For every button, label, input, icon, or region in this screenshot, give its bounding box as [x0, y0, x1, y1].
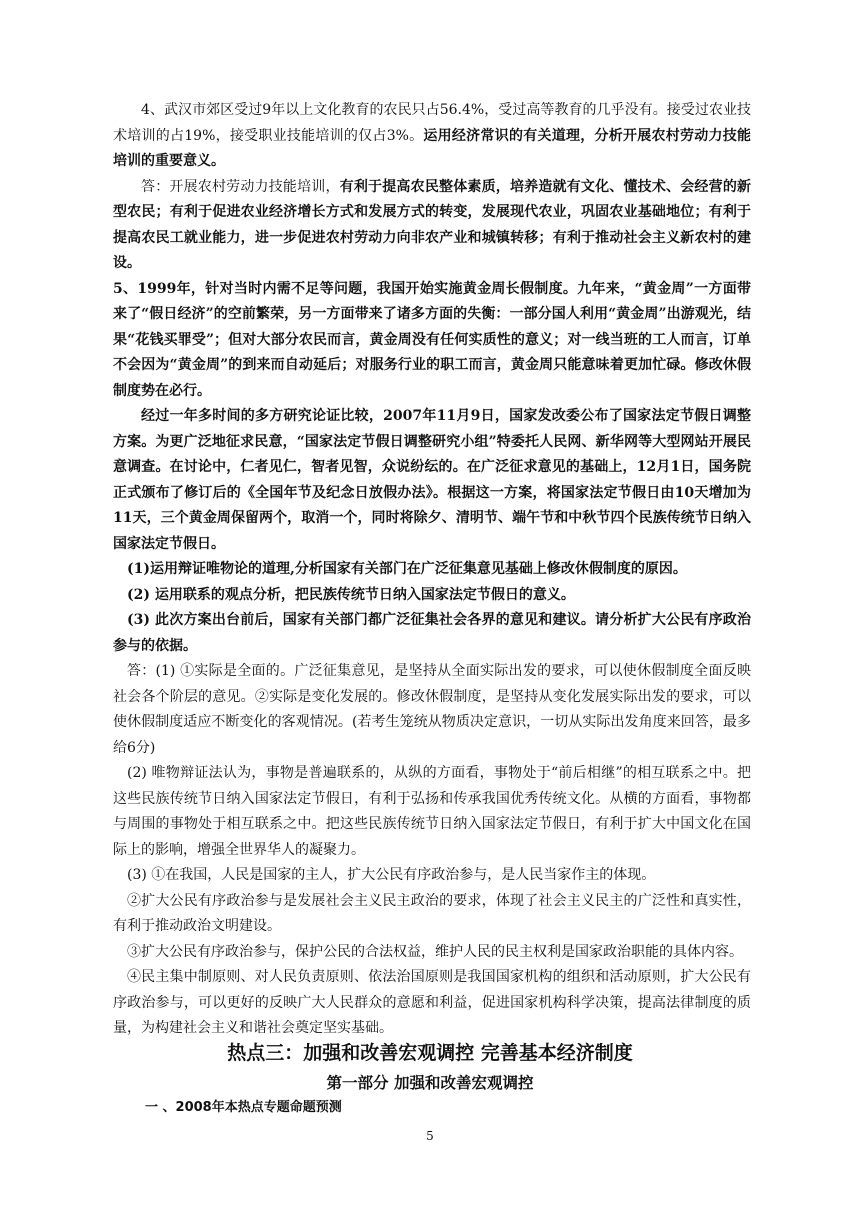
q4-answer-point3: 有利于提高农民工就业能力，进一步促进农村劳动力向非农产业和城镇转移； — [113, 204, 752, 246]
section-title: 一 、2008年本热点专题命题预测 — [145, 1100, 342, 1115]
part-title: 第一部分 加强和改善宏观调控 — [326, 1073, 534, 1092]
page-number: 5 — [426, 1129, 434, 1143]
q4-intro: 4、武汉市郊区受过9年以上文化教育的农民只占56.4%，受过高等教育的几乎没有。接受过农业技术培训的占19%，接受职业技能培训的仅占3%。 — [113, 102, 751, 144]
q4-answer-point2: 有利于促进农业经济增长方式和发展方式的转变，发展现代农业，巩固农业基础地位； — [169, 204, 709, 220]
q5-material-1: 5、1999年，针对当时内需不足等问题，我国开始实施黄金周长假制度。九年来，“黄金周”一方面带来了“假日经济”的空前繁荣，另一方面带来了诸多方面的失衡：一部分国人利用“黄金周”出游观光，结果“花钱买罪受”；但对大部分农民而言，黄金周没有任何实质性的意义；对一线当班的工人而言，订单不会因为“黄金周”的到来而自动延后；对服务行业的职工而言，黄金周只能意味着更加忙碌。修改休假制度势在必行。 — [113, 280, 751, 399]
q4-question — [113, 98, 751, 175]
q5-answer-3-2: ②扩大公民有序政治参与是发展社会主义民主政治的要求，体现了社会主义民主的广泛性和真实性，有利于推动政治文明建设。 — [113, 892, 751, 934]
hotspot-title: 热点三：加强和改善宏观调控 完善基本经济制度 — [227, 1042, 633, 1064]
q4-answer — [113, 175, 751, 277]
body-text — [113, 98, 751, 1042]
q5-answer-3-1: (3) ①在我国，人民是国家的主人，扩大公民有序政治参与，是人民当家作主的体现。 — [127, 867, 656, 883]
q5-answer-3-3: ③扩大公民有序政治参与，保护公民的合法权益，维护人民的民主权利是国家政治职能的具体内容。 — [127, 943, 743, 960]
q5-subquestion-3: (3) 此次方案出台前后，国家有关部门都广泛征集社会各界的意见和建议。请分析扩大公民有序政治参与的依据。 — [113, 612, 751, 654]
q4-task: 运用经济常识的有关道理，分析开展农村劳动力技能培训的重要意义。 — [113, 127, 752, 169]
q5-answer-3-4: ④民主集中制原则、对人民负责原则、依法治国原则是我国国家机构的组织和活动原则，扩大公民有序政治参与，可以更好的反映广大人民群众的意愿和利益，促进国家机构科学决策，提高法律制度的质量，为构建社会主义和谐社会奠定坚实基础。 — [113, 969, 751, 1036]
q4-answer-point1: 有利于提高农民整体素质，培养造就有文化、懂技术、会经营的新型农民； — [113, 178, 752, 220]
q4-answer-lead: 答：开展农村劳动力技能培训， — [141, 178, 340, 195]
q5-subquestion-2: (2) 运用联系的观点分析，把民族传统节日纳入国家法定节假日的意义。 — [127, 586, 575, 603]
q5-material-2: 经过一年多时间的多方研究论证比较，2007年11月9日，国家发改委公布了国家法定节假日调整方案。为更广泛地征求民意，“国家法定节假日调整研究小组”特委托人民网、新华网等大型网站开展民意调查。在讨论中，仁者见仁，智者见智，众说纷纭的。在广泛征求意见的基础上，12月1日，国务院正式颁布了修订后的《全国年节及纪念日放假办法》。根据这一方案，将国家法定节假日由10天增加为11天，三个黄金周保留两个，取消一个，同时将除夕、清明节、端午节和中秋节四个民族传统节日纳入国家法定节假日。 — [113, 408, 751, 552]
q4-answer-point4: 有利于推动社会主义新农村的建设。 — [113, 229, 751, 271]
q5-subquestion-1: (1)运用辩证唯物论的道理,分析国家有关部门在广泛征集意见基础上修改休假制度的原因。 — [127, 561, 687, 577]
q5-answer-1: 答：(1) ①实际是全面的。广泛征集意见，是坚持从全面实际出发的要求，可以使休假制度全面反映社会各个阶层的意见。②实际是变化发展的。修改休假制度，是坚持从变化发展实际出发的要求，可以使休假制度适应不断变化的客观情况。(若考生笼统从物质决定意识，一切从实际出发角度来回答，最多给6分) — [113, 663, 751, 756]
q5-answer-2: (2) 唯物辩证法认为，事物是普遍联系的，从纵的方面看，事物处于“前后相继”的相互联系之中。把这些民族传统节日纳入国家法定节假日，有利于弘扬和传承我国优秀传统文化。从横的方面看，事物都与周围的事物处于相互联系之中。把这些民族传统节日纳入国家法定节假日，有利于扩大中国文化在国际上的影响，增强全世界华人的凝聚力。 — [113, 765, 751, 858]
